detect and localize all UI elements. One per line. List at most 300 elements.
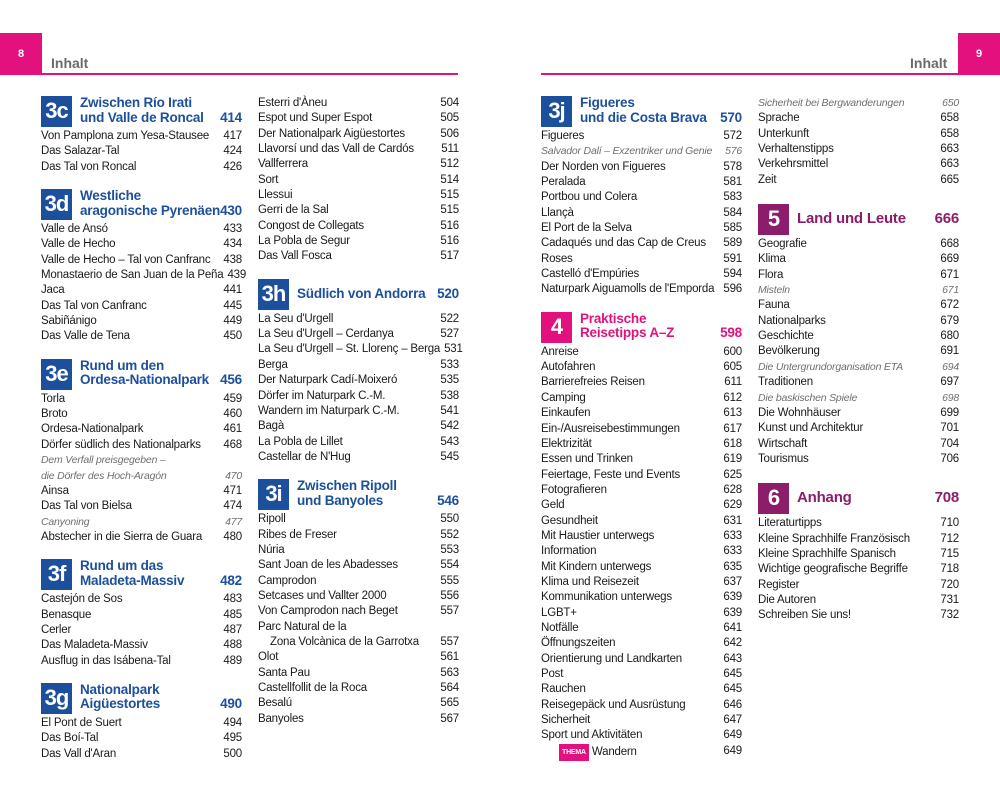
toc-entry-title: Ein-/Ausreisebestimmungen	[541, 422, 680, 435]
toc-entry-page: 516	[440, 219, 459, 232]
section-3g-heading[interactable]	[41, 683, 242, 714]
toc-entry[interactable]	[758, 452, 959, 467]
toc-entry-page: 605	[723, 361, 742, 374]
toc-entry[interactable]	[758, 314, 959, 329]
toc-entry-page: 642	[723, 637, 742, 650]
section-badge: 3g	[41, 683, 72, 714]
toc-entry[interactable]	[541, 190, 742, 205]
section-6-heading[interactable]	[758, 483, 959, 514]
toc-entry-page: 639	[723, 591, 742, 604]
section-title-line2: Ordesa-Nationalpark	[80, 372, 209, 388]
toc-entry-title: La Pobla de Lillet	[258, 435, 343, 448]
toc-entry[interactable]	[758, 547, 959, 562]
toc-entry-title: Der Naturpark Cadí-Moixeró	[258, 374, 398, 387]
section-title-line1: Zwischen Ripoll	[297, 478, 397, 494]
toc-entry-title: Klima und Reisezeit	[541, 575, 639, 588]
toc-entry[interactable]	[258, 127, 459, 142]
toc-entry-page: 541	[440, 404, 459, 417]
toc-entry-title: Llavorsí und das Vall de Cardós	[258, 143, 414, 156]
section-5-heading[interactable]	[758, 204, 959, 235]
toc-entry-page: 516	[440, 235, 459, 248]
toc-entry[interactable]	[541, 667, 742, 682]
toc-entry[interactable]	[258, 589, 459, 604]
toc-entry-page: 494	[223, 716, 242, 729]
section-title-line1: Praktische	[580, 310, 647, 326]
toc-entry[interactable]	[541, 544, 742, 559]
toc-entry-title: Ribes de Freser	[258, 528, 337, 541]
thema-badge: THEMA	[559, 744, 589, 761]
section-page: 520	[437, 286, 459, 302]
toc-entry-page: 591	[723, 252, 742, 265]
toc-entry[interactable]	[258, 142, 459, 157]
toc-entry[interactable]	[541, 713, 742, 728]
toc-entry[interactable]	[258, 111, 459, 126]
section-page: 456	[220, 372, 242, 388]
toc-entry-page: 633	[723, 529, 742, 542]
toc-entry-page: 538	[440, 389, 459, 402]
toc-entry-title: Information	[541, 545, 597, 558]
toc-entry[interactable]	[758, 252, 959, 267]
toc-entry-italic[interactable]	[41, 469, 242, 484]
toc-entry-title: Anreise	[541, 345, 579, 358]
section-4-heading[interactable]	[541, 312, 742, 343]
toc-entry[interactable]	[258, 620, 459, 635]
toc-entry-title: Unterkunft	[758, 127, 810, 140]
toc-entry[interactable]	[41, 638, 242, 653]
toc-entry-title: Ausflug in das Isábena-Tal	[41, 654, 171, 667]
toc-entry-title: Feiertage, Feste und Events	[541, 468, 681, 481]
section-badge: 3h	[258, 279, 289, 310]
toc-entry-title: Flora	[758, 268, 784, 281]
toc-entry[interactable]	[541, 590, 742, 605]
toc-entry-page: 470	[225, 469, 242, 482]
toc-entry-italic[interactable]	[758, 96, 959, 111]
section-title-line1: Zwischen Río Irati	[80, 95, 192, 110]
toc-entry[interactable]	[758, 421, 959, 436]
toc-entry[interactable]	[541, 345, 742, 360]
toc-entry-page: 672	[940, 299, 959, 312]
toc-entry[interactable]	[41, 129, 242, 144]
toc-entry[interactable]	[41, 268, 247, 283]
toc-entry-title: Kleine Sprachhilfe Spanisch	[758, 547, 896, 560]
toc-entry[interactable]	[541, 236, 742, 251]
toc-entry[interactable]	[541, 468, 742, 483]
toc-entry-italic[interactable]	[758, 391, 959, 406]
toc-entry[interactable]	[41, 530, 242, 545]
toc-entry-title: Zeit	[758, 173, 777, 186]
toc-entry-page: 506	[440, 127, 459, 140]
toc-entry-page: 594	[723, 268, 742, 281]
toc-entry-title: Cadaqués und das Cap de Creus	[541, 237, 706, 250]
toc-entry-page: 663	[940, 158, 959, 171]
toc-entry[interactable]	[541, 375, 742, 390]
toc-entry[interactable]	[758, 111, 959, 126]
toc-entry-title: Register	[758, 578, 800, 591]
section-3j-heading[interactable]	[541, 96, 742, 127]
toc-entry-thema[interactable]	[541, 744, 742, 761]
toc-entry-title: Rauchen	[541, 683, 586, 696]
toc-entry-title: Geschichte	[758, 330, 814, 343]
toc-entry[interactable]	[41, 731, 242, 746]
toc-entry-italic[interactable]	[41, 515, 242, 530]
toc-entry-page: 438	[223, 253, 242, 266]
toc-entry-page: 625	[723, 468, 742, 481]
toc-entry[interactable]	[41, 253, 242, 268]
section-3e-heading[interactable]	[41, 359, 242, 390]
toc-entry[interactable]	[41, 484, 242, 499]
toc-entry-page: 445	[223, 299, 242, 312]
toc-entry[interactable]	[758, 375, 959, 390]
toc-entry-title: Congost de Collegats	[258, 219, 364, 232]
toc-entry-title: Bagà	[258, 420, 285, 433]
toc-entry-title: Schreiben Sie uns!	[758, 609, 851, 622]
section-title-line2: und Valle de Roncal	[80, 109, 204, 125]
toc-entry[interactable]	[258, 681, 459, 696]
toc-entry[interactable]	[41, 314, 242, 329]
section-title-line1: Figueres	[580, 95, 635, 110]
toc-entry[interactable]	[41, 608, 242, 623]
toc-entry-title: Bevölkerung	[758, 345, 820, 358]
toc-entry-title: La Seu d'Urgell	[258, 312, 334, 325]
toc-entry[interactable]	[258, 558, 459, 573]
toc-entry-page: 505	[440, 112, 459, 125]
toc-entry-title: Sort	[258, 173, 279, 186]
section-title-line2: und Banyoles	[297, 492, 384, 508]
toc-entry-title: Barrierefreies Reisen	[541, 376, 645, 389]
toc-entry[interactable]	[258, 528, 459, 543]
toc-entry-page: 542	[440, 420, 459, 433]
toc-entry[interactable]	[258, 543, 459, 558]
toc-entry-title: Das Tal von Roncal	[41, 160, 137, 173]
toc-entry[interactable]	[258, 604, 459, 619]
toc-entry-page: 718	[940, 563, 959, 576]
toc-entry-page: 441	[223, 284, 242, 297]
toc-entry-title: LGBT+	[541, 606, 577, 619]
toc-entry-title: Vallferrera	[258, 158, 308, 171]
toc-entry-page: 557	[440, 605, 459, 618]
section-title-line1: Rund um das	[80, 558, 164, 574]
toc-entry[interactable]	[758, 437, 959, 452]
toc-entry[interactable]	[758, 142, 959, 157]
toc-entry-page: 647	[723, 714, 742, 727]
toc-entry[interactable]	[41, 407, 242, 422]
toc-entry[interactable]	[41, 160, 242, 175]
toc-entry-page: 500	[223, 747, 242, 760]
section-3f-heading[interactable]	[41, 559, 242, 590]
toc-entry[interactable]	[541, 391, 742, 406]
toc-entry-title: Einkaufen	[541, 407, 591, 420]
toc-entry[interactable]	[258, 512, 459, 527]
toc-entry[interactable]	[541, 514, 742, 529]
toc-entry[interactable]	[758, 608, 959, 623]
toc-entry[interactable]	[758, 237, 959, 252]
toc-entry-page: 554	[440, 559, 459, 572]
section-badge: 6	[758, 483, 789, 514]
toc-entry-page: 694	[942, 360, 959, 373]
toc-entry[interactable]	[541, 652, 742, 667]
toc-entry-page: 584	[723, 206, 742, 219]
toc-entry-title: Abstecher in die Sierra de Guara	[41, 530, 203, 543]
toc-entry-page: 483	[223, 593, 242, 606]
toc-entry-title: Das Salazar-Tal	[41, 145, 120, 158]
toc-entry-page: 715	[940, 547, 959, 560]
toc-entry[interactable]	[258, 234, 459, 249]
toc-entry-title: Tourismus	[758, 452, 809, 465]
toc-entry[interactable]	[258, 635, 459, 650]
toc-entry-page: 680	[940, 330, 959, 343]
toc-entry[interactable]	[41, 329, 242, 344]
toc-entry[interactable]	[758, 344, 959, 359]
toc-entry-title: Banyoles	[258, 712, 304, 725]
toc-entry-page: 417	[223, 130, 242, 142]
toc-entry[interactable]	[541, 129, 742, 144]
toc-entry[interactable]	[758, 298, 959, 313]
toc-entry[interactable]	[41, 392, 242, 407]
toc-entry-italic[interactable]	[541, 144, 742, 159]
page-number-right: 9	[958, 33, 1000, 75]
toc-entry-italic[interactable]	[758, 360, 959, 375]
toc-entry[interactable]	[41, 499, 242, 514]
toc-entry[interactable]	[541, 575, 742, 590]
toc-entry-page: 710	[940, 517, 959, 530]
toc-entry-page: 439	[227, 269, 247, 282]
toc-entry[interactable]	[258, 404, 459, 419]
toc-entry-title: Kleine Sprachhilfe Französisch	[758, 532, 910, 545]
toc-entry[interactable]	[258, 327, 459, 342]
toc-entry[interactable]	[541, 529, 742, 544]
toc-entry-title: Reisegepäck und Ausrüstung	[541, 698, 686, 711]
toc-entry[interactable]	[541, 360, 742, 375]
toc-entry-page: 487	[223, 623, 242, 636]
toc-entry-title: Orientierung und Landkarten	[541, 652, 683, 665]
section-3i-heading[interactable]	[258, 479, 459, 510]
toc-entry-page: 699	[940, 406, 959, 419]
toc-entry-page: 557	[440, 635, 459, 648]
toc-entry[interactable]	[258, 712, 459, 727]
section-3h-heading[interactable]	[258, 279, 459, 310]
toc-entry-title: Notfälle	[541, 621, 579, 634]
toc-entry[interactable]	[758, 173, 959, 188]
toc-entry[interactable]	[41, 438, 242, 453]
toc-entry-page: 720	[940, 578, 959, 591]
toc-entry[interactable]	[758, 329, 959, 344]
toc-entry[interactable]	[258, 389, 459, 404]
toc-entry-title: Olot	[258, 651, 279, 664]
toc-entry-page: 629	[723, 499, 742, 512]
toc-entry[interactable]	[758, 578, 959, 593]
toc-entry-page: 515	[440, 189, 459, 202]
section-badge: 3c	[41, 96, 72, 127]
toc-entry-title: Gerri de la Sal	[258, 204, 329, 217]
toc-entry[interactable]	[258, 173, 459, 188]
toc-entry[interactable]	[541, 406, 742, 421]
toc-entry[interactable]	[541, 728, 742, 743]
toc-entry[interactable]	[541, 267, 742, 282]
toc-entry-title: Castelló d'Empúries	[541, 268, 640, 281]
header-rule-right	[541, 73, 958, 75]
toc-entry[interactable]	[258, 450, 459, 465]
toc-entry-page: 643	[723, 652, 742, 665]
toc-entry[interactable]	[258, 358, 459, 373]
toc-entry[interactable]	[258, 435, 459, 450]
toc-entry-page: 704	[940, 437, 959, 450]
toc-entry-italic[interactable]	[758, 283, 959, 298]
toc-entry[interactable]	[258, 650, 459, 665]
toc-entry[interactable]	[41, 283, 242, 298]
toc-entry[interactable]	[541, 282, 742, 297]
toc-column-3	[541, 96, 742, 761]
toc-entry-page: 556	[440, 589, 459, 602]
toc-entry[interactable]	[541, 498, 742, 513]
toc-entry-page: 671	[940, 268, 959, 281]
toc-entry[interactable]	[541, 437, 742, 452]
toc-entry-title: Essen und Trinken	[541, 453, 633, 466]
toc-entry[interactable]	[758, 593, 959, 608]
toc-entry-title: Núria	[258, 543, 285, 556]
toc-entry[interactable]	[41, 237, 242, 252]
section-title-line2: Reisetipps A–Z	[580, 325, 675, 341]
toc-entry-page: 561	[440, 651, 459, 664]
toc-entry-title: Die Untergrundorganisation ETA	[758, 360, 903, 373]
toc-entry[interactable]	[41, 592, 242, 607]
toc-entry[interactable]	[258, 157, 459, 172]
section-title-line2: und die Costa Brava	[580, 109, 707, 125]
toc-entry[interactable]	[541, 221, 742, 236]
toc-entry[interactable]	[258, 696, 459, 711]
toc-entry-page: 495	[223, 732, 242, 745]
toc-entry[interactable]	[541, 422, 742, 437]
toc-entry[interactable]	[541, 560, 742, 575]
toc-entry-page: 665	[940, 173, 959, 186]
toc-entry-page: 649	[723, 729, 742, 742]
toc-entry[interactable]	[541, 452, 742, 467]
toc-entry[interactable]	[258, 96, 459, 111]
toc-entry[interactable]	[41, 144, 242, 159]
toc-entry-page: 671	[942, 284, 959, 297]
toc-entry-page: 426	[223, 160, 242, 173]
toc-entry[interactable]	[541, 206, 742, 221]
toc-entry[interactable]	[541, 636, 742, 651]
toc-entry-title: Sport und Aktivitäten	[541, 729, 643, 742]
toc-entry[interactable]	[541, 682, 742, 697]
toc-entry-title: Mit Haustier unterwegs	[541, 529, 655, 542]
toc-entry[interactable]	[541, 483, 742, 498]
toc-entry[interactable]	[541, 160, 742, 175]
toc-entry-title: Öffnungszeiten	[541, 637, 616, 650]
toc-entry[interactable]	[41, 422, 242, 437]
toc-entry[interactable]	[258, 342, 463, 357]
toc-entry-title: Geld	[541, 499, 565, 512]
toc-entry-page: 698	[942, 391, 959, 404]
toc-entry[interactable]	[258, 666, 459, 681]
toc-entry[interactable]	[258, 219, 459, 234]
toc-entry-title: Canyoning	[41, 515, 90, 528]
toc-entry[interactable]	[258, 203, 459, 218]
toc-entry-page: 617	[723, 422, 742, 435]
toc-entry-page: 460	[223, 408, 242, 421]
toc-entry[interactable]	[258, 249, 459, 264]
toc-entry-title: Traditionen	[758, 376, 813, 389]
toc-entry[interactable]	[41, 299, 242, 314]
toc-entry-page: 480	[223, 530, 242, 543]
toc-entry-title: Das Maladeta-Massiv	[41, 639, 148, 652]
toc-entry-title: Wandern im Naturpark C.-M.	[258, 404, 400, 417]
toc-entry-title: Das Tal von Canfranc	[41, 299, 147, 312]
toc-entry-title: Jaca	[41, 284, 65, 297]
toc-entry-title: Salvador Dalí – Exzentriker und Genie	[541, 145, 713, 158]
toc-entry-italic[interactable]	[41, 453, 242, 468]
toc-entry[interactable]	[758, 127, 959, 142]
toc-entry[interactable]	[758, 406, 959, 421]
toc-entry-title: Monastaerio de San Juan de la Peña	[41, 269, 224, 282]
toc-entry[interactable]	[541, 175, 742, 190]
toc-entry[interactable]	[258, 373, 459, 388]
toc-entry-page: 650	[942, 97, 959, 109]
toc-entry-page: 511	[441, 143, 459, 156]
section-title-line1: Nationalpark	[80, 681, 160, 697]
section-title: Anhang	[797, 489, 852, 507]
toc-entry-page: 585	[723, 222, 742, 235]
toc-entry[interactable]	[758, 516, 959, 531]
section-page: 482	[220, 572, 242, 588]
toc-entry-title: Valle de Hecho	[41, 238, 116, 251]
toc-entry[interactable]	[41, 747, 242, 762]
toc-entry[interactable]	[758, 157, 959, 172]
toc-entry-page: 611	[724, 376, 742, 389]
toc-entry[interactable]	[258, 419, 459, 434]
section-badge: 3j	[541, 96, 572, 127]
section-title-line2: aragonische Pyrenäen	[80, 202, 221, 218]
toc-entry-title: Ordesa-Nationalpark	[41, 423, 144, 436]
toc-entry-page: 663	[940, 143, 959, 156]
toc-entry[interactable]	[41, 222, 242, 237]
toc-entry[interactable]	[758, 532, 959, 547]
toc-entry-page: 552	[440, 528, 459, 541]
toc-entry[interactable]	[758, 268, 959, 283]
toc-entry-title: Post	[541, 668, 564, 680]
toc-entry-title: Cerler	[41, 623, 72, 636]
toc-entry[interactable]	[41, 716, 242, 731]
toc-entry-title: Valle de Hecho – Tal von Canfranc	[41, 253, 211, 266]
toc-entry-page: 543	[440, 435, 459, 448]
toc-entry[interactable]	[258, 188, 459, 203]
toc-entry[interactable]	[541, 698, 742, 713]
section-title-line2: Maladeta-Massiv	[80, 572, 185, 588]
toc-entry[interactable]	[541, 621, 742, 636]
section-3d-heading[interactable]	[41, 189, 242, 220]
toc-entry-title: Peralada	[541, 176, 586, 189]
toc-entry[interactable]	[258, 574, 459, 589]
toc-entry-title: Von Pamplona zum Yesa-Stausee	[41, 130, 210, 142]
toc-entry[interactable]	[541, 606, 742, 621]
toc-entry[interactable]	[541, 252, 742, 267]
toc-entry-title: Autofahren	[541, 361, 596, 374]
toc-entry-title: Das Boí-Tal	[41, 732, 99, 745]
toc-entry-page: 701	[940, 422, 959, 435]
toc-entry[interactable]	[41, 654, 242, 669]
toc-entry-title: Kunst und Architektur	[758, 422, 864, 435]
toc-entry-title: Verhaltenstipps	[758, 143, 834, 156]
section-3c-heading[interactable]	[41, 96, 242, 127]
section-title: Südlich von Andorra	[297, 286, 426, 302]
toc-entry[interactable]	[758, 562, 959, 577]
toc-entry-page: 535	[440, 374, 459, 387]
toc-entry-page: 646	[723, 698, 742, 711]
toc-entry-title: Das Vall d'Aran	[41, 747, 117, 760]
toc-entry[interactable]	[41, 623, 242, 638]
toc-entry-title: Llançà	[541, 206, 574, 219]
toc-entry[interactable]	[258, 312, 459, 327]
